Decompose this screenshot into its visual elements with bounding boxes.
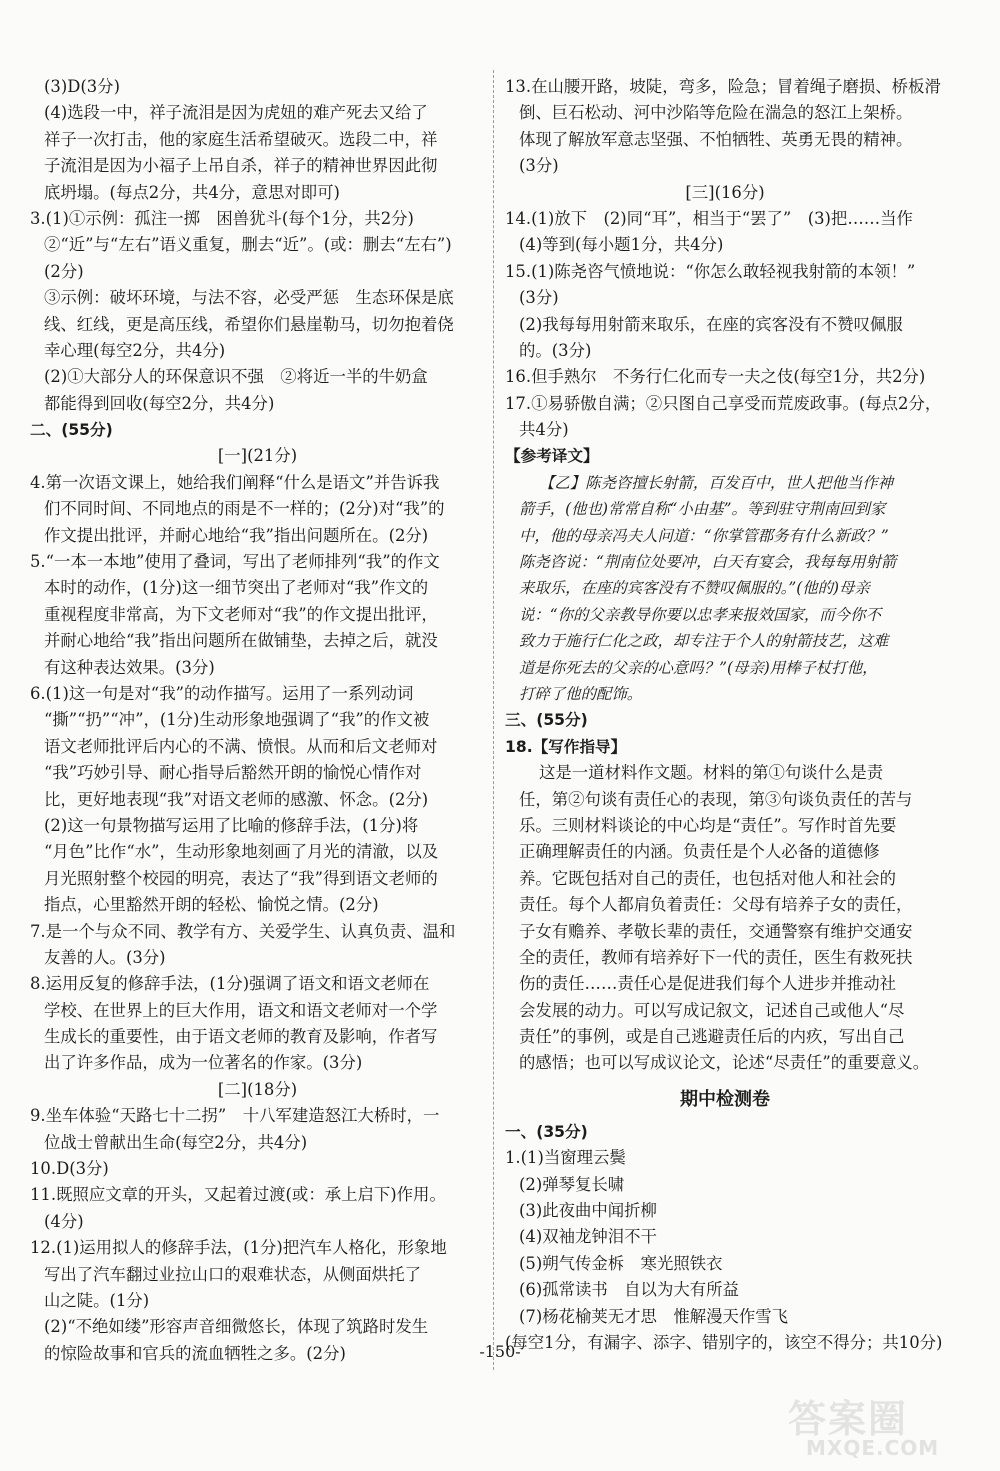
- answer-line: (2)①大部分人的环保意识不强 ②将近一半的牛奶盒: [44, 367, 428, 387]
- answer-line: 友善的人。(3分): [44, 947, 166, 967]
- answer-line: 月光照射整个校园的明亮，表达了“我”得到语文老师的: [44, 868, 438, 888]
- answer-line: 说：“你的父亲教导你要以忠孝来报效国家，而今你不: [519, 605, 881, 624]
- answer-line: 一、(35分): [505, 1122, 588, 1141]
- answer-line: 18.【写作指导】: [505, 737, 627, 756]
- answer-line: 13.在山腰开路，坡陡，弯多，险急；冒着绳子磨损、桥板滑: [505, 77, 941, 96]
- answer-line: 子女有赡养、孝敬长辈的责任，交通警察有维护交通安: [519, 921, 913, 941]
- answer-line: 【参考译文】: [505, 447, 599, 466]
- page-number: -150-: [479, 1342, 521, 1361]
- answer-line: 三、(55分): [505, 711, 588, 730]
- answer-line: 责任”的事例，或是自己逃避责任后的内疚，写出自己: [519, 1027, 905, 1047]
- answer-line: (每空1分，有漏字、添字、错别字的，该空不得分；共10分): [505, 1332, 943, 1352]
- answer-line: 祥子一次打击，他的家庭生活希望破灭。选段二中，祥: [44, 129, 438, 149]
- answer-line: 11.既照应文章的开头，又起着过渡(或：承上启下)作用。: [30, 1185, 446, 1205]
- answer-line: 体现了解放军意志坚强、不怕牺牲、英勇无畏的精神。: [519, 129, 913, 149]
- answer-line: 指点，心里豁然开朗的轻松、愉悦之情。(2分): [44, 895, 379, 915]
- answer-line: 有这种表达效果。(3分): [44, 657, 215, 677]
- answer-line: (5)朔气传金柝 寒光照铁衣: [519, 1253, 723, 1273]
- answer-line: 正确理解责任的内涵。负责任是个人必备的道德修: [519, 842, 880, 862]
- answer-line: (2)这一句景物描写运用了比喻的修辞手法，(1分)将: [44, 815, 419, 835]
- answer-line: 乐。三则材料谈论的中心均是“责任”。写作时首先要: [519, 815, 897, 835]
- answer-line: (4分): [44, 1211, 84, 1231]
- answer-line: 幸心理(每空2分，共4分): [44, 340, 226, 360]
- answer-line: (2)弹琴复长啸: [519, 1174, 625, 1194]
- watermark-logo: [788, 1388, 978, 1458]
- answer-line: 底坍塌。(每点2分，共4分，意思对即可): [44, 182, 340, 202]
- answer-line: 倒、巨石松动、河中沙陷等危险在湍急的怒江上架桥。: [519, 103, 913, 123]
- answer-line: 二、(55分): [30, 421, 113, 440]
- answer-line: (4)等到(每小题1分，共4分): [519, 235, 724, 255]
- answer-line: 5.“一本一本地”使用了叠词，写出了老师排列“我”的作文: [30, 552, 440, 572]
- answer-line: 学校、在世界上的巨大作用，语文和语文老师对一个学: [44, 1000, 438, 1020]
- answer-line: 【乙】陈尧咨擅长射箭，百发百中，世人把他当作神: [539, 473, 893, 492]
- answer-line: (4)选段一中，祥子流泪是因为虎妞的难产死去又给了: [44, 103, 428, 123]
- answer-line: 9.坐车体验“天路七十二拐” 十八军建造怒江大桥时，一: [30, 1106, 440, 1126]
- answer-line: (2分): [44, 261, 84, 281]
- answer-line: 中，他的母亲冯夫人问道：“你掌管郡务有什么新政？”: [519, 526, 889, 545]
- answer-line: 12.(1)运用拟人的修辞手法，(1分)把汽车人格化，形象地: [30, 1238, 447, 1258]
- answer-line: (7)杨花榆荚无才思 惟解漫天作雪飞: [519, 1306, 789, 1326]
- answer-line: 14.(1)放下 (2)同“耳”，相当于“罢了” (3)把……当作: [505, 208, 913, 228]
- answer-line: 线、红线，更是高压线，希望你们悬崖勒马，切勿抱着侥: [44, 314, 454, 334]
- answer-line: 箭手，(他也)常常自称“小由基”。等到驻守荆南回到家: [519, 500, 886, 519]
- answer-line: [一](21分): [217, 446, 298, 466]
- answer-line: 们不同时间、不同地点的雨是不一样的；(2分)对“我”的: [44, 499, 445, 519]
- answer-line: [二](18分): [217, 1079, 298, 1099]
- answer-line: 1.(1)当窗理云鬓: [505, 1148, 626, 1168]
- answer-line: [三](16分): [685, 182, 765, 202]
- answer-line: 的感悟；也可以写成议论文，论述“尽责任”的重要意义。: [519, 1053, 930, 1073]
- answer-line: 并耐心地给“我”指出问题所在做铺垫，去掉之后，就没: [44, 631, 438, 651]
- answer-line: 本时的动作，(1分)这一细节突出了老师对“我”作文的: [44, 578, 429, 598]
- answer-line: 伤的责任……责任心是促进我们每个人进步并推动社: [519, 974, 896, 994]
- answer-line: 会发展的动力。可以写成记叙文，记述自己或他人“尽: [519, 1000, 905, 1020]
- answer-line: 都能得到回收(每空2分，共4分): [44, 393, 275, 413]
- answer-line: 7.是一个与众不同、教学有方、关爱学生、认真负责、温和: [30, 921, 456, 941]
- answer-line: 4.第一次语文课上，她给我们阐释“什么是语文”并告诉我: [30, 472, 440, 492]
- answer-line: 语文老师批评后内心的不满、愤恨。从而和后文老师对: [44, 736, 438, 756]
- answer-line: 养。它既包括对自己的责任，也包括对他人和社会的: [519, 868, 896, 888]
- column-divider: [493, 70, 494, 1370]
- answer-line: 的。(3分): [519, 340, 592, 360]
- answer-line: (2)“不绝如缕”形容声音细微悠长，体现了筑路时发生: [44, 1317, 429, 1337]
- answer-line: ③示例：破坏环境，与法不容，必受严惩 生态环保是底: [44, 288, 454, 308]
- answer-line: (2)我每每用射箭来取乐，在座的宾客没有不赞叹佩服: [519, 314, 903, 334]
- answer-line: (4)双袖龙钟泪不干: [519, 1227, 657, 1247]
- answer-line: 位战士曾献出生命(每空2分，共4分): [44, 1132, 308, 1152]
- answer-line: (3)此夜曲中闻折柳: [519, 1201, 657, 1221]
- answer-line: 来取乐，在座的宾客没有不赞叹佩服的。”(他的)母亲: [519, 579, 870, 598]
- answer-line: 这是一道材料作文题。材料的第①句谈什么是责: [539, 763, 884, 783]
- answer-line: 比，更好地表现“我”对语文老师的感激、怀念。(2分): [44, 789, 429, 809]
- answer-line: “我”巧妙引导、耐心指导后豁然开朗的愉悦心情作对: [44, 763, 422, 783]
- answer-line: 16.但手熟尔 不务行仁化而专一夫之伎(每空1分，共2分): [505, 367, 926, 387]
- left-column: [30, 74, 485, 1367]
- answer-line: 17.①易骄傲自满；②只图自己享受而荒废政事。(每点2分，: [505, 393, 942, 413]
- answer-line: 山之陡。(1分): [44, 1290, 150, 1310]
- answer-line: (3分): [519, 288, 559, 308]
- answer-line: 打碎了他的配饰。: [519, 684, 643, 703]
- answer-line: “月色”比作“水”，生动形象地刻画了月光的清澈，以及: [44, 842, 439, 862]
- answer-line: 全的责任，教师有培养好下一代的责任，医生有救死扶: [519, 947, 913, 967]
- answer-line: 期中检测卷: [680, 1088, 770, 1110]
- answer-line: (6)孤常读书 自以为大有所益: [519, 1280, 739, 1300]
- answer-line: 子流泪是因为小福子上吊自杀，祥子的精神世界因此彻: [44, 156, 438, 176]
- answer-line: 10.D(3分): [30, 1159, 109, 1179]
- answer-line: 3.(1)①示例：孤注一掷 困兽犹斗(每个1分，共2分): [30, 208, 414, 228]
- answer-line: 共4分): [519, 420, 569, 440]
- answer-line: (3分): [519, 156, 559, 176]
- answer-line: 的惊险故事和官兵的流血牺牲之多。(2分): [44, 1343, 346, 1363]
- answer-line: 8.运用反复的修辞手法，(1分)强调了语文和语文老师在: [30, 974, 430, 994]
- answer-line: 生成长的重要性，由于语文老师的教育及影响，作者写: [44, 1027, 438, 1047]
- answer-line: (3)D(3分): [44, 77, 120, 96]
- answer-line: 作文提出批评，并耐心地给“我”指出问题所在。(2分): [44, 525, 429, 545]
- answer-line: 重视程度非常高，为下文老师对“我”的作文提出批评，: [44, 604, 438, 624]
- answer-line: 6.(1)这一句是对“我”的动作描写。运用了一系列动词: [30, 683, 414, 703]
- answer-line: ②“近”与“左右”语义重复，删去“近”。(或：删去“左右”): [44, 235, 452, 255]
- answer-line: 写出了汽车翻过业拉山口的艰难状态，从侧面烘托了: [44, 1264, 421, 1284]
- watermark-url: MXQE.COM: [806, 1436, 940, 1460]
- answer-line: 任，第②句谈有责任心的表现，第③句谈负责任的苦与: [519, 789, 913, 809]
- right-column: [505, 74, 945, 1356]
- answer-line: 出了许多作品，成为一位著名的作家。(3分): [44, 1053, 363, 1073]
- watermark-text: 答案圈: [788, 1397, 909, 1441]
- answer-line: 道是你死去的父亲的心意吗？”(母亲)用棒子杖打他，: [519, 658, 878, 677]
- answer-line: 责任。每个人都肩负着责任：父母有培养子女的责任，: [519, 895, 913, 915]
- answer-line: “撕”“扔”“冲”，(1分)生动形象地强调了“我”的作文被: [44, 710, 430, 730]
- answer-line: 致力于施行仁化之政，却专注于个人的射箭技艺，这难: [519, 632, 889, 651]
- answer-line: 陈尧咨说：“荆南位处要冲，白天有宴会，我每每用射箭: [519, 553, 897, 572]
- answer-line: 15.(1)陈尧咨气愤地说：“你怎么敢轻视我射箭的本领！”: [505, 261, 916, 281]
